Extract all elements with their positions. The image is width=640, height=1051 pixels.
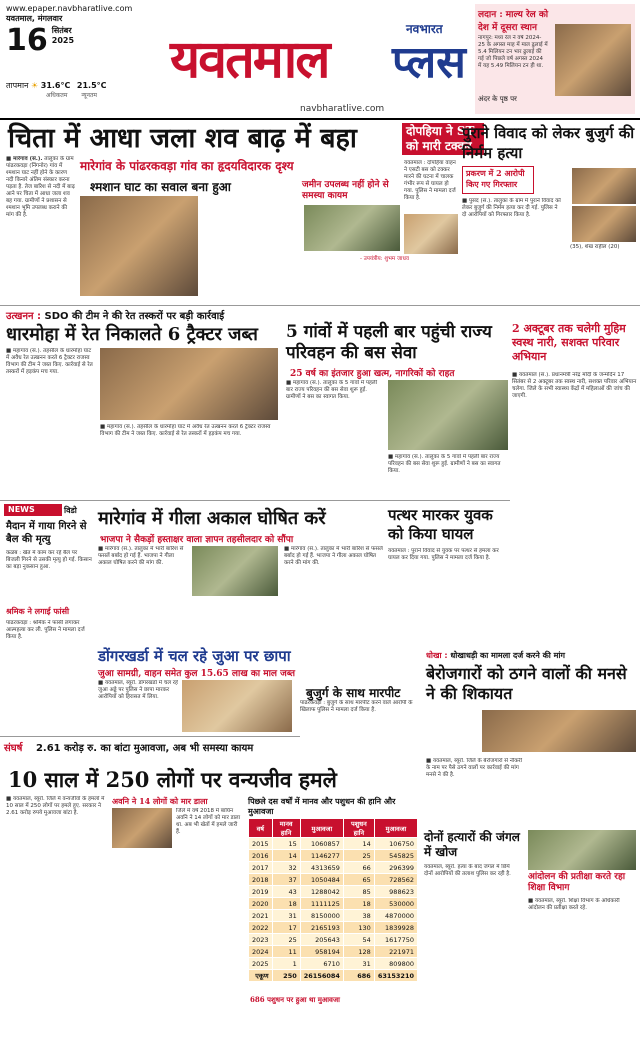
elder-body: पांढरकवड़ा : बुजुर्ग के साथ मारपीट करने वाले आरोपी के खिलाफ पुलिस ने मामला दर्ज किया है. — [300, 700, 413, 713]
murder-photo-1 — [572, 168, 636, 204]
table-cell: 18 — [272, 898, 300, 910]
table-cell: 1617750 — [374, 934, 417, 946]
table-row — [249, 922, 418, 934]
table-cell: 221971 — [374, 946, 417, 958]
bus-photo — [388, 380, 508, 450]
table-row — [249, 862, 418, 874]
fraud-photo — [482, 710, 636, 752]
table-header — [249, 819, 418, 838]
murder-photo-2 — [572, 206, 636, 242]
drought-subhead: भाजपा ने सैकड़ों हस्ताक्षर वाला ज्ञापन तहसीलदार को सौंपा — [100, 535, 294, 545]
lead-photo-caption: श्मशान घाट का सवाल बना हुआ — [90, 180, 231, 194]
lead-body — [6, 156, 76, 304]
drought-headline: मारेगांव में गीला अकाल घोषित करें — [98, 508, 326, 529]
table-cell: 66 — [343, 862, 374, 874]
divider-1 — [0, 305, 640, 306]
killers-headline: दोनों हत्यारों की जंगल में खोज — [424, 830, 520, 859]
table-cell: 2021 — [249, 910, 273, 922]
temp-min-label: न्यूनतम — [81, 92, 97, 99]
table-cell: 250 — [272, 970, 300, 982]
table-cell: 1839928 — [374, 922, 417, 934]
table-cell: 106750 — [374, 838, 417, 850]
table-cell: 2024 — [249, 946, 273, 958]
table-cell: 728562 — [374, 874, 417, 886]
table-row — [249, 886, 418, 898]
murder-headline: पुराने विवाद को लेकर बुजुर्ग की निर्मम हत्या — [462, 124, 635, 162]
table-row — [249, 934, 418, 946]
st-body: यवतमाल : दोपहिया वाहन ने एसटी बस को टक्कर मारने की घटना में चालक गंभीर रूप से घायल हो गया. पुलिस ने मामला दर्ज किया है. — [404, 160, 456, 201]
gamble-photo — [182, 680, 292, 732]
table-cell: 17 — [272, 922, 300, 934]
lead-body-text: तालुका के ग्राम पांढरकवड़ा (निंगनोर) गांव में श्मशान घाट नहीं होने के कारण नदी किनारे अंतिम संस्कार करना पड़ता है. तेज बारिश से नदी में बाढ़ आने पर चिता में आधा जला शव बह गया. ग्रामीणों ने प्रशासन से श्मशान भूमि उपलब्ध कराने की मांग की है. — [6, 156, 75, 218]
table-cell: 545825 — [374, 850, 417, 862]
wildlife-body: ■ यवतमाल, ब्यूरो. जिले में वन्यजीवों के हमलों में 10 साल में 250 लोगों पर हमले हुए. सरकार ने 2.61 करोड़ रुपये मुआवजा बांटा है. — [6, 796, 105, 816]
edition-info — [6, 4, 133, 58]
table-cell: 4870000 — [374, 910, 417, 922]
table-cell: 25 — [343, 850, 374, 862]
table-cell: 1060857 — [300, 838, 343, 850]
lead-dateline: ■ मारेगांव (सं.). — [6, 156, 43, 162]
table-body — [249, 838, 418, 982]
news-body-2: पांढरकवड़ा : श्रमिक ने फांसी लगाकर आत्महत्या कर ली. पुलिस ने मामला दर्ज किया है. — [6, 620, 85, 640]
table-cell: 2018 — [249, 874, 273, 886]
table-cell: 15 — [272, 838, 300, 850]
table-col-header: मुआवजा — [374, 819, 417, 838]
top-right-teaser — [475, 4, 635, 114]
table-col-header: मानव हानि — [272, 819, 300, 838]
drought-body-2: ■ मारेगांव (सं.). तालुका में भारी बारिश से फसलें बर्बाद हो गई हैं. भाजपा ने गीला अकाल घोषित करने की मांग की. — [284, 546, 383, 566]
murder-body: ■ पुसद (सं.). तालुका के ग्राम में पुराने विवाद को लेकर बुजुर्ग की निर्मम हत्या कर दी गई. पुलिस ने दो आरोपियों को गिरफ्तार किया है. — [462, 198, 561, 218]
bus-body: ■ महागांव (सं.). तालुका के 5 गांवों में पहली बार राज्य परिवहन की बस सेवा शुरू हुई. ग्रामीणों ने बस का स्वागत किया. — [286, 380, 378, 400]
protest-photo — [528, 830, 636, 870]
divider-2 — [0, 500, 510, 501]
divider-3 — [0, 736, 300, 737]
table-col-header: वर्ष — [249, 819, 273, 838]
news-label: NEWS — [8, 505, 35, 514]
gamble-headline: डोंगरखर्डा में चल रहे जुआ पर छापा — [98, 647, 291, 665]
tractor-photo — [100, 348, 278, 420]
campaign-headline: 2 अक्टूबर तक चलेगी मुहिम स्वस्थ नारी, सशक्त परिवार अभियान — [512, 322, 626, 363]
bus-body-2: ■ महागांव (सं.). तालुका के 5 गांवों में पहली बार राज्य परिवहन की बस सेवा शुरू हुई. ग्रामीणों ने बस का स्वागत किया. — [388, 454, 501, 474]
gamble-body: ■ यवतमाल, ब्यूरो. डोंगरखर्डा में चल रहे जुआ अड्डे पर पुलिस ने छापा मारकर आरोपियों को हिरासत में लिया. — [98, 680, 178, 700]
news-headline: मैदान में गाया गिरने से बैल की मृत्यु — [6, 521, 87, 545]
protest-caption: आंदोलन की प्रतीक्षा करते रहा शिक्षा विभाग — [528, 872, 626, 893]
table-row — [249, 838, 418, 850]
fraud-kicker-row — [426, 650, 565, 661]
date-year: 2025 — [51, 36, 75, 45]
table-cell: 1288042 — [300, 886, 343, 898]
table-cell: 686 — [343, 970, 374, 982]
news-body: कळंब : खेत में काम कर रहे बैल पर बिजली गिरने से उसकी मृत्यु हो गई. किसान का बड़ा नुकसान हुआ. — [6, 550, 92, 570]
table-cell: 2023 — [249, 934, 273, 946]
lead-side-head: जमीन उपलब्ध नहीं होने से समस्या कायम — [302, 180, 389, 201]
table-cell: 2016 — [249, 850, 273, 862]
st-headline: दोपहिया ने ST को मारी टक्कर — [406, 124, 475, 153]
teaser-headline: लदान : माल्‍य रेल को देश में दूसरा स्थान — [478, 10, 549, 33]
st-photo — [404, 214, 458, 254]
edition-line: यवतमाल, मंगलवार — [6, 14, 63, 23]
table-cell: 2019 — [249, 886, 273, 898]
table-cell: 25 — [272, 934, 300, 946]
table-col-header: पशुधन हानि — [343, 819, 374, 838]
table-cell: 14 — [272, 850, 300, 862]
fraud-tag: धोखा : — [426, 651, 448, 660]
gamble-subhead: जुआ सामग्री, वाहन समेत कुल 15.65 लाख का माल जब्त — [98, 669, 296, 679]
table-cell: 2025 — [249, 958, 273, 970]
table-cell: 85 — [343, 886, 374, 898]
fraud-headline: बेरोजगारों को ठगने वालों की मनसे ने की शिकायत — [426, 664, 627, 703]
table-cell: 65 — [343, 874, 374, 886]
table-cell: 18 — [343, 898, 374, 910]
table-cell: 988623 — [374, 886, 417, 898]
logo-main: यवतमाल — [170, 29, 329, 90]
table-cell: 1050484 — [300, 874, 343, 886]
bus-subhead: 25 वर्ष का इंतजार हुआ खत्म, नागरिकों को राहत — [290, 369, 455, 379]
table-cell: 530000 — [374, 898, 417, 910]
table-cell: एकूण — [249, 970, 273, 982]
wildlife-body-2: जिले में वर्ष 2018 में बाघिन अवनि ने 14 लोगों को मार डाला था. अब भी खेतों में हमले जारी हैं. — [176, 808, 241, 835]
drought-photo — [192, 546, 278, 596]
wildlife-kicker-row — [4, 740, 253, 754]
teaser-body: नागपुर: मध्य रेल ने वर्ष 2024-25 के अगस्त माह में माल ढुलाई में 5.4 मिलियन टन भार ढुलाई की गई जो पिछले वर्ष अगस्त 2024 में यह 5.49 मिलियन टन ही था. — [478, 35, 548, 69]
elder-headline: बुजुर्ग के साथ मारपीट — [306, 686, 401, 700]
table-cell: 63153210 — [374, 970, 417, 982]
table-cell: 31 — [272, 910, 300, 922]
fraud-body: ■ यवतमाल, ब्यूरो. जिले के बेरोजगारों से नौकरी के नाम पर पैसे ठगने वालों पर कार्रवाई की मांग मनसे ने की है. — [426, 758, 523, 778]
weather-panel — [6, 80, 107, 99]
drought-body: ■ मारेगांव (सं.). तालुका में भारी बारिश से फसलें बर्बाद हो गई हैं. भाजपा ने गीला अकाल घोषित करने की मांग की. — [98, 546, 184, 566]
table-cell: 32 — [272, 862, 300, 874]
table-cell: 1146277 — [300, 850, 343, 862]
stone-headline: पत्थर मारकर युवक को किया घायल — [388, 506, 493, 543]
murder-subhead: प्रकरण में 2 आरोपी किए गए गिरफ्तार — [466, 168, 525, 189]
table-title: पिछले दस वर्षों में मानव और पशुधन की हानि और मुआवजा — [248, 796, 396, 816]
table-row — [249, 874, 418, 886]
logo-plus: प्लस — [392, 37, 466, 88]
table-cell: 38 — [343, 910, 374, 922]
table-cell: 809800 — [374, 958, 417, 970]
table-cell: 2015 — [249, 838, 273, 850]
table-row — [249, 898, 418, 910]
bus-headline: 5 गांवों में पहली बार पहुंची राज्य परिवहन की बस सेवा — [286, 322, 492, 363]
table-row — [249, 850, 418, 862]
news-video: विडो — [64, 506, 77, 515]
sand-tag: उत्खनन : — [6, 311, 42, 322]
lead-subhead: मारेगांव के पांढरकवड़ा गांव का हृदयविदारक दृश्य — [80, 159, 294, 173]
table-cell: 130 — [343, 922, 374, 934]
fraud-kicker: धोखाधड़ी का मामला दर्ज करने की मांग — [450, 651, 565, 660]
sand-body-2: ■ महागांव (सं.). तहसील के धारमोहा घाट में अवैध रेत उत्खनन करते 6 ट्रैक्टर राजस्व विभाग की टीम ने जब्त किए. कार्रवाई से रेत तस्करों में हड़कंप मच गया. — [100, 424, 271, 437]
lead-headline: चिता में आधा जला शव बाढ़ में बहा — [8, 123, 357, 154]
sun-icon: ☀ — [31, 81, 39, 90]
table-cell: 11 — [272, 946, 300, 958]
wildlife-headline: 10 साल में 250 लोगों पर वन्यजीव हमले — [8, 767, 337, 792]
protest-body: ■ यवतमाल, ब्यूरो. शिक्षा विभाग के अधिकारी आंदोलन की प्रतीक्षा करते रहे. — [528, 898, 620, 911]
table-cell: 1111125 — [300, 898, 343, 910]
temp-max-label: अधिकतम — [46, 92, 68, 99]
table-cell: 2022 — [249, 922, 273, 934]
date-month: सितंबर — [51, 26, 72, 35]
table-cell: 296399 — [374, 862, 417, 874]
stone-body: यवतमाल : पुराने विवाद से युवक पर पत्थर से हमला कर घायल कर दिया गया. पुलिस ने मामला दर्ज किया है. — [388, 548, 499, 561]
cremation-photo — [80, 196, 198, 296]
table-cell: 205643 — [300, 934, 343, 946]
table-cell: 958194 — [300, 946, 343, 958]
table-row — [249, 958, 418, 970]
sand-kicker-row — [6, 308, 224, 322]
lead-photo-credit: - उपयंत्रीय: शुभम जाधव — [360, 256, 409, 262]
temp-min: 21.5°C — [76, 81, 107, 90]
sand-kicker: SDO की टीम ने की रेत तस्करों पर बड़ी कार्रवाई — [44, 311, 225, 322]
table-cell: 2017 — [249, 862, 273, 874]
website[interactable]: navbharatlive.com — [300, 104, 385, 114]
news-subhead: श्रमिक ने लगाई फांसी — [6, 606, 70, 616]
temp-max: 31.6°C — [40, 81, 71, 90]
campaign-body: ■ यवतमाल (सं.). प्रधानमंत्री नरेंद्र मोदी के जन्मदिन 17 सितंबर से 2 अक्टूबर तक स्वस्थ नारी, सशक्त परिवार अभियान चलेगा. जिले के सभी स्वास्थ्य केंद्रों में महिलाओं की जांच की जाएगी. — [512, 372, 637, 399]
table-cell: 128 — [343, 946, 374, 958]
wildlife-kicker: 2.61 करोड़ रु. का बांटा मुआवजा, अब भी समस्या कायम — [35, 743, 254, 754]
table-cell: 31 — [343, 958, 374, 970]
table-row — [249, 910, 418, 922]
table-cell: 37 — [272, 874, 300, 886]
table-row — [249, 970, 418, 982]
weather-label: तापमान — [6, 81, 29, 90]
table-col-header: मुआवजा — [300, 819, 343, 838]
wildlife-tag: संघर्ष — [4, 743, 23, 754]
table-foot: 686 पशुधन पर हुआ था मुआवजा — [250, 995, 340, 1004]
masthead — [0, 0, 640, 120]
murder-names: (35), शेख राहील (20) — [570, 244, 620, 250]
table-cell: 2165193 — [300, 922, 343, 934]
table-cell: 8150000 — [300, 910, 343, 922]
tiger-photo — [112, 808, 172, 848]
logo-small: नवभारत — [406, 22, 443, 36]
flood-photo — [304, 205, 400, 251]
epaper-url[interactable]: www.epaper.navbharatlive.com — [6, 4, 133, 13]
table-cell: 2020 — [249, 898, 273, 910]
table-cell: 1 — [272, 958, 300, 970]
killers-body: यवतमाल, ब्यूरो. हत्या के बाद जंगल में छिपे दोनों आरोपियों की तलाश पुलिस कर रही है. — [424, 864, 511, 877]
train-photo — [555, 24, 631, 96]
table-cell: 4313659 — [300, 862, 343, 874]
table-cell: 26156084 — [300, 970, 343, 982]
table-cell: 43 — [272, 886, 300, 898]
table-cell: 6710 — [300, 958, 343, 970]
teaser-more[interactable]: अंदर के पृष्ठ पर — [478, 95, 517, 103]
table-cell: 14 — [343, 838, 374, 850]
sand-headline: धारमोहा में रेत निकालते 6 ट्रैक्टर जब्त — [6, 324, 258, 345]
table-cell: 54 — [343, 934, 374, 946]
date-day: 16 — [6, 23, 48, 58]
wildlife-subhead: अवनि ने 14 लोगों को मार डाला — [112, 796, 208, 806]
wildlife-table — [248, 818, 418, 982]
table-row — [249, 946, 418, 958]
sand-body: ■ महागांव (सं.). तहसील के धारमोहा घाट में अवैध रेत उत्खनन करते 6 ट्रैक्टर राजस्व विभाग की टीम ने जब्त किए. कार्रवाई से रेत तस्करों में हड़कंप मच गया. — [6, 348, 93, 375]
